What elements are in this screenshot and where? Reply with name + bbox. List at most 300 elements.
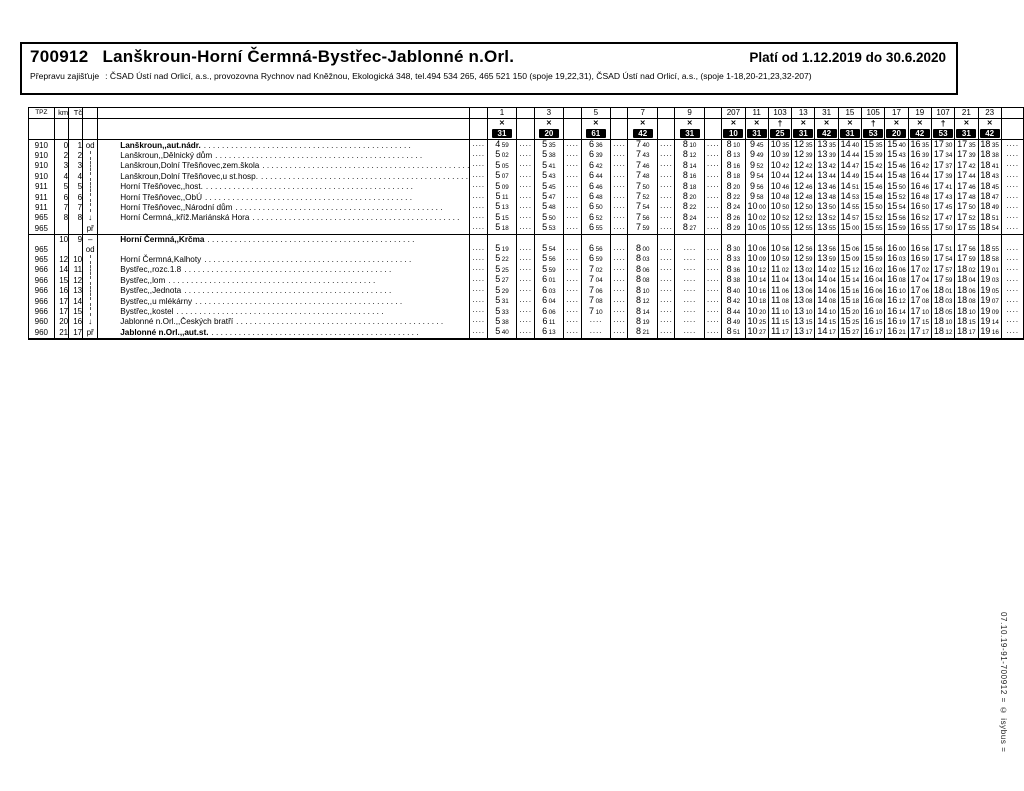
minute: 35 — [828, 142, 836, 149]
time-cell — [815, 307, 838, 317]
no-service-dots: ···· — [675, 317, 705, 327]
hour: 10 — [770, 212, 781, 222]
minute: 46 — [642, 162, 650, 170]
hour: 5 — [495, 275, 501, 285]
time-cell — [745, 192, 768, 202]
km-cell: 2 — [54, 150, 68, 160]
hour: 11 — [771, 264, 781, 274]
title-box — [20, 42, 958, 95]
route-connector-line — [90, 172, 91, 181]
empty-time-cell — [675, 234, 705, 244]
hour: 8 — [726, 264, 732, 274]
empty-cell — [83, 129, 98, 140]
workdays-icon — [838, 119, 861, 129]
dots: ···· — [564, 265, 581, 275]
dot-leader — [203, 182, 469, 191]
stop-type-label: – — [83, 234, 98, 244]
hour: 18 — [980, 139, 991, 149]
hour: 13 — [794, 285, 805, 295]
separator-cell — [658, 119, 675, 129]
tc-cell: 6 — [69, 192, 83, 202]
hour: 13 — [794, 264, 805, 274]
time-cell — [955, 317, 978, 327]
minute: 20 — [758, 308, 766, 316]
minute: 46 — [782, 183, 790, 191]
minute: 15 — [875, 318, 883, 326]
print-reference: 07.10.19-91-700912 = © isybus = — [999, 612, 1008, 753]
service-badge: 42 — [817, 129, 837, 138]
hour: 10 — [747, 296, 758, 306]
station-cell — [98, 244, 470, 254]
empty-time-cell — [862, 234, 885, 244]
minute: 06 — [828, 287, 836, 295]
time-cell — [745, 265, 768, 275]
time-cell — [815, 265, 838, 275]
minute: 44 — [852, 152, 860, 160]
route-connector-line — [90, 307, 91, 316]
empty-cell — [83, 119, 98, 129]
minute: 40 — [898, 142, 906, 149]
hour: 10 — [747, 202, 758, 212]
km-cell: 0 — [54, 140, 68, 151]
minute: 10 — [875, 308, 883, 316]
tpz-header: TPZ — [29, 108, 55, 119]
hour: 13 — [794, 296, 805, 306]
time-cell — [628, 286, 658, 296]
time-cell — [931, 307, 954, 317]
dots — [470, 234, 487, 244]
minute: 17 — [781, 329, 789, 337]
crossed-hammers-icon: ✕ — [686, 120, 693, 127]
connection-number: 3 — [534, 108, 564, 119]
no-service-dots: ···· — [675, 286, 705, 296]
hour: 17 — [957, 254, 968, 264]
dots: ···· — [1001, 317, 1023, 327]
minute: 09 — [501, 183, 509, 191]
dots: ···· — [658, 192, 675, 202]
km-cell: 14 — [54, 265, 68, 275]
station-cell — [98, 213, 470, 223]
minute: 14 — [758, 277, 766, 285]
crossed-hammers-icon: ✕ — [753, 120, 760, 127]
table-row — [29, 213, 1024, 223]
time-cell — [722, 192, 745, 202]
route-connector-line — [90, 297, 91, 306]
time-cell — [722, 223, 745, 234]
station-cell — [98, 296, 470, 306]
minute: 52 — [805, 214, 813, 222]
station-name: Horní Třešňovec,,Národní dům — [120, 202, 233, 212]
hour: 17 — [933, 212, 944, 222]
dots: ···· — [517, 182, 534, 192]
minute: 02 — [595, 266, 603, 274]
table-row — [29, 150, 1024, 160]
time-cell — [862, 327, 885, 338]
time-cell — [628, 265, 658, 275]
minute: 57 — [852, 214, 860, 222]
time-cell — [978, 213, 1001, 223]
minute: 55 — [805, 225, 813, 233]
dots: ···· — [517, 307, 534, 317]
minute: 16 — [852, 287, 860, 295]
hour: 8 — [726, 275, 732, 285]
minute: 02 — [922, 266, 930, 274]
crossed-hammers-icon: ✕ — [639, 120, 646, 127]
time-cell — [885, 275, 908, 285]
workdays-icon — [815, 119, 838, 129]
time-cell — [862, 161, 885, 171]
hour: 11 — [771, 327, 781, 337]
dots: ···· — [704, 286, 721, 296]
time-cell — [792, 286, 815, 296]
hour: 7 — [635, 181, 641, 191]
empty-time-cell — [722, 234, 745, 244]
minute: 05 — [991, 287, 999, 295]
hour: 19 — [980, 264, 991, 274]
time-cell — [978, 254, 1001, 264]
dots: ···· — [658, 150, 675, 160]
empty-time-cell — [978, 234, 1001, 244]
hour: 13 — [817, 244, 828, 254]
minute: 50 — [548, 214, 556, 222]
hour: 5 — [542, 171, 548, 181]
time-cell — [745, 213, 768, 223]
tpz-cell: 960 — [29, 317, 55, 327]
hour: 18 — [957, 327, 968, 337]
time-cell — [862, 307, 885, 317]
time-cell — [815, 150, 838, 160]
minute: 52 — [642, 194, 650, 202]
time-cell — [955, 265, 978, 275]
hour: 14 — [817, 316, 828, 326]
minute: 17 — [805, 329, 813, 337]
minute: 27 — [689, 225, 697, 233]
minute: 02 — [875, 266, 883, 274]
dots: ···· — [611, 171, 628, 181]
tpz-cell: 966 — [29, 307, 55, 317]
dots: ···· — [470, 254, 487, 264]
time-cell — [628, 150, 658, 160]
time-cell — [838, 213, 861, 223]
station-name: Lanškroun,,aut.nádr. — [120, 140, 201, 150]
table-row — [29, 296, 1024, 306]
minute: 59 — [922, 256, 930, 264]
minute: 56 — [805, 246, 813, 254]
hour: 9 — [749, 171, 755, 181]
service-badge-cell — [628, 129, 658, 140]
minute: 42 — [875, 162, 883, 170]
minute: 56 — [595, 246, 603, 254]
minute: 39 — [782, 152, 790, 160]
hour: 6 — [542, 285, 548, 295]
time-cell — [581, 140, 611, 151]
hour: 16 — [910, 139, 921, 149]
dots: ···· — [704, 202, 721, 212]
hour: 9 — [749, 192, 755, 202]
km-cell: 3 — [54, 161, 68, 171]
dots: ···· — [704, 254, 721, 264]
minute: 54 — [898, 204, 906, 212]
time-cell — [628, 296, 658, 306]
service-badge-cell — [908, 129, 931, 140]
dots: ···· — [658, 182, 675, 192]
minute: 06 — [781, 287, 789, 295]
dots: ···· — [658, 223, 675, 234]
minute: 22 — [501, 256, 509, 264]
hour: 16 — [887, 296, 898, 306]
tc-cell: 17 — [69, 327, 83, 338]
dots: ···· — [470, 265, 487, 275]
hour: 12 — [794, 254, 805, 264]
minute: 04 — [548, 298, 556, 306]
minute: 43 — [548, 173, 556, 181]
minute: 55 — [968, 225, 976, 233]
hour: 10 — [747, 275, 758, 285]
minute: 44 — [875, 173, 883, 181]
minute: 53 — [548, 225, 556, 233]
hour: 19 — [980, 306, 991, 316]
minute: 07 — [501, 173, 509, 181]
time-cell — [792, 254, 815, 264]
time-cell — [792, 296, 815, 306]
minute: 47 — [991, 194, 999, 202]
dot-leader — [201, 141, 470, 150]
time-cell — [862, 296, 885, 306]
service-badge-cell — [792, 129, 815, 140]
crossed-hammers-icon: ✕ — [592, 120, 599, 127]
time-cell — [745, 150, 768, 160]
hour: 19 — [980, 275, 991, 285]
dots: ···· — [517, 286, 534, 296]
empty-time-cell — [931, 234, 954, 244]
time-cell — [581, 213, 611, 223]
tpz-cell: 910 — [29, 171, 55, 181]
minute: 48 — [898, 173, 906, 181]
hour: 10 — [770, 171, 781, 181]
minute: 49 — [756, 152, 764, 160]
service-badge-cell — [815, 129, 838, 140]
dots: ···· — [658, 244, 675, 254]
minute: 43 — [642, 152, 650, 160]
hour: 13 — [817, 150, 828, 160]
time-cell — [908, 182, 931, 192]
table-row — [29, 317, 1024, 327]
route-title: Lanškroun-Horní Čermná-Bystřec-Jablonné n.Orl. — [102, 47, 515, 66]
minute: 56 — [548, 256, 556, 264]
minute: 42 — [828, 162, 836, 170]
time-cell — [768, 317, 791, 327]
hour: 18 — [933, 296, 944, 306]
route-connector-line — [90, 276, 91, 285]
hour: 10 — [747, 327, 758, 337]
tc-cell: 13 — [69, 286, 83, 296]
route-connector-line — [90, 286, 91, 295]
time-cell — [768, 265, 791, 275]
dots: ···· — [517, 317, 534, 327]
hour: 14 — [817, 264, 828, 274]
minute: 19 — [642, 318, 650, 326]
hour: 17 — [910, 306, 921, 316]
minute: 18 — [689, 183, 697, 191]
minute: 17 — [875, 329, 883, 337]
hour: 5 — [495, 327, 501, 337]
dots: ···· — [517, 296, 534, 306]
minute: 55 — [782, 225, 790, 233]
service-badge: 61 — [586, 129, 606, 138]
time-cell — [955, 171, 978, 181]
stop-type-label — [83, 265, 98, 275]
dots: ···· — [1001, 202, 1023, 212]
dots: ···· — [658, 140, 675, 151]
connection-number: 5 — [581, 108, 611, 119]
minute: 04 — [781, 277, 789, 285]
hour: 8 — [635, 296, 641, 306]
dots: ···· — [704, 307, 721, 317]
dots: ···· — [564, 254, 581, 264]
minute: 02 — [805, 266, 813, 274]
hour: 5 — [495, 306, 501, 316]
tpz-cell: 965 — [29, 213, 55, 223]
time-cell — [534, 161, 564, 171]
dots: ···· — [1001, 140, 1023, 151]
time-cell — [745, 296, 768, 306]
time-cell — [931, 254, 954, 264]
minute: 13 — [548, 329, 556, 337]
hour: 6 — [542, 316, 548, 326]
hour: 5 — [542, 160, 548, 170]
time-cell — [675, 192, 705, 202]
hour: 13 — [817, 212, 828, 222]
hour: 15 — [887, 171, 898, 181]
dots: ···· — [611, 286, 628, 296]
minute: 06 — [898, 266, 906, 274]
minute: 06 — [852, 246, 860, 254]
time-cell — [792, 192, 815, 202]
minute: 06 — [758, 246, 766, 254]
route-connector-line — [90, 151, 91, 160]
time-cell — [955, 327, 978, 338]
tpz-cell: 966 — [29, 296, 55, 306]
minute: 57 — [945, 266, 953, 274]
stop-type-label — [83, 202, 98, 212]
hour: 10 — [747, 316, 758, 326]
minute: 52 — [875, 214, 883, 222]
route-connector-line — [90, 265, 91, 274]
dots: ···· — [611, 265, 628, 275]
hour: 17 — [957, 150, 968, 160]
route-connector-line — [90, 182, 91, 191]
dot-leader — [233, 317, 469, 326]
hour: 5 — [495, 223, 501, 233]
time-cell — [487, 140, 517, 151]
hour: 14 — [817, 296, 828, 306]
no-service-dots: ···· — [581, 317, 611, 327]
hour: 14 — [817, 327, 828, 337]
time-cell — [722, 254, 745, 264]
minute: 39 — [968, 152, 976, 160]
hour: 13 — [817, 223, 828, 233]
empty-cell — [54, 119, 68, 129]
hour: 10 — [747, 212, 758, 222]
minute: 06 — [595, 287, 603, 295]
minute: 46 — [968, 183, 976, 191]
minute: 33 — [501, 308, 509, 316]
hour: 6 — [589, 181, 595, 191]
tpz-cell: 910 — [29, 150, 55, 160]
minute: 14 — [852, 277, 860, 285]
empty-time-cell — [792, 234, 815, 244]
time-cell — [931, 140, 954, 151]
minute: 42 — [782, 162, 790, 170]
hour: 8 — [726, 316, 732, 326]
table-row — [29, 202, 1024, 212]
hour: 16 — [887, 254, 898, 264]
time-cell — [581, 286, 611, 296]
minute: 10 — [968, 308, 976, 316]
hour: 12 — [794, 160, 805, 170]
hour: 8 — [635, 254, 641, 264]
time-cell — [978, 150, 1001, 160]
minute: 10 — [945, 318, 953, 326]
empty-time-cell — [815, 234, 838, 244]
stop-type-label — [83, 150, 98, 160]
hour: 15 — [887, 139, 898, 149]
dagger-icon: † — [777, 118, 783, 128]
service-badge: 10 — [723, 129, 743, 138]
minute: 09 — [991, 308, 999, 316]
time-cell — [534, 327, 564, 338]
hour: 16 — [887, 285, 898, 295]
dots: ···· — [704, 182, 721, 192]
time-cell — [722, 140, 745, 151]
minute: 09 — [758, 256, 766, 264]
time-cell — [931, 286, 954, 296]
minute: 22 — [733, 194, 741, 202]
minute: 56 — [875, 246, 883, 254]
minute: 01 — [548, 277, 556, 285]
hour: 15 — [863, 254, 874, 264]
hour: 16 — [910, 202, 921, 212]
hour: 5 — [542, 212, 548, 222]
minute: 12 — [758, 266, 766, 274]
operator-label: Přepravu zajišťuje — [30, 71, 100, 81]
minute: 41 — [991, 162, 999, 170]
hour: 9 — [749, 181, 755, 191]
minute: 37 — [945, 162, 953, 170]
station-cell — [98, 140, 470, 151]
hour: 11 — [771, 316, 781, 326]
dots: ···· — [658, 171, 675, 181]
time-cell — [768, 275, 791, 285]
empty-time-cell — [745, 234, 768, 244]
no-service-dots: ···· — [675, 254, 705, 264]
time-cell — [955, 307, 978, 317]
minute: 13 — [733, 152, 741, 160]
hour: 13 — [794, 275, 805, 285]
station-cell — [98, 182, 470, 192]
time-cell — [581, 254, 611, 264]
km-cell — [54, 244, 68, 254]
minute: 02 — [501, 152, 509, 160]
minute: 12 — [642, 298, 650, 306]
hour: 13 — [817, 181, 828, 191]
tc-cell: 8 — [69, 213, 83, 223]
km-cell — [54, 223, 68, 234]
hour: 15 — [840, 275, 851, 285]
time-cell — [978, 296, 1001, 306]
minute: 17 — [922, 329, 930, 337]
minute: 04 — [922, 277, 930, 285]
